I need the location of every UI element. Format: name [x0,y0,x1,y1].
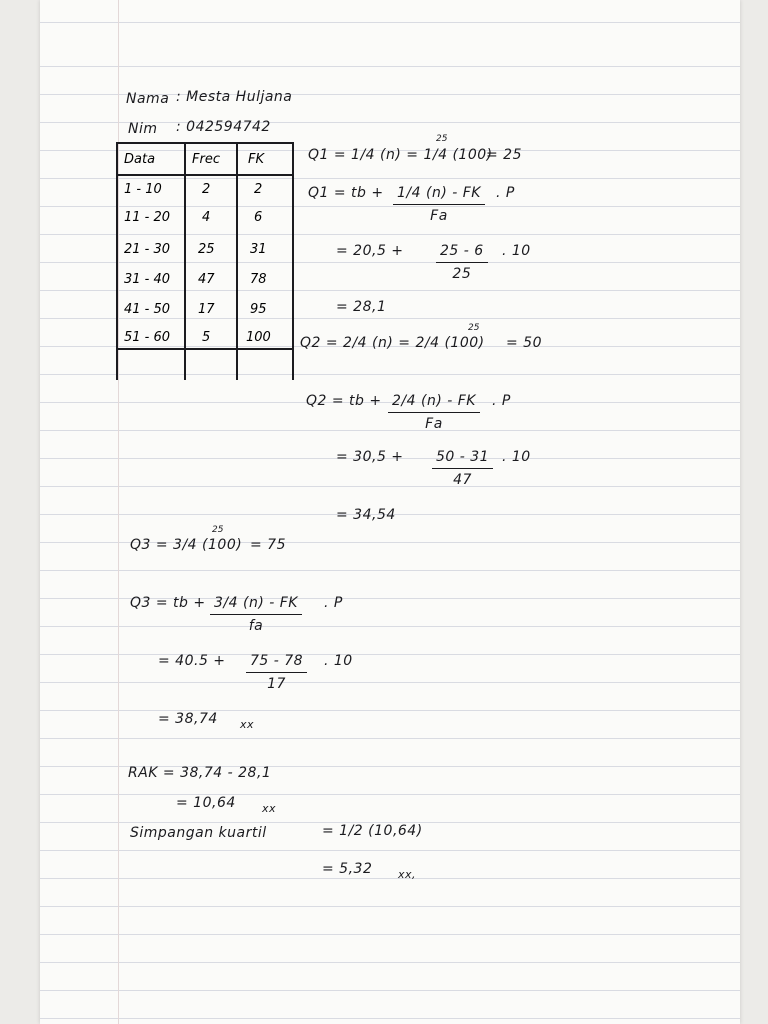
table-cell: 11 - 20 [124,210,171,225]
q3-position-annotation: 25 [212,525,224,535]
table-cell: 31 [250,242,267,257]
table-cell: 51 - 60 [124,330,171,345]
q1-result: = 28,1 [336,299,387,315]
table-header-fk: FK [248,152,265,167]
table-cell: 1 - 10 [124,182,162,197]
q3-position-result: = 75 [250,537,286,553]
table-cell: 31 - 40 [124,272,171,287]
table-cell: 47 [198,272,215,287]
q3-formula-tail: . P [324,595,343,611]
table-cell: 2 [202,182,211,197]
table-cell: 95 [250,302,267,317]
q2-formula-numerator: 2/4 (n) - FK [388,392,480,413]
q3-substitution-fraction [246,652,307,693]
simpangan-result: = 5,32 [322,861,373,877]
q3-substitution-numerator: 75 - 78 [246,652,307,673]
nama-label: Nama [126,91,170,107]
table-cell: 5 [202,330,211,345]
q1-position-annotation: 25 [436,134,448,144]
table-header-data: Data [124,152,156,167]
q2-substitution-tail: . 10 [502,449,531,465]
table-cell: 25 [198,242,215,257]
q2-formula-lead: Q2 = tb + [306,393,382,409]
nim-value: : 042594742 [176,119,271,135]
q2-substitution-lead: = 30,5 + [336,449,404,465]
q2-substitution-fraction [432,448,493,489]
q1-position: Q1 = 1/4 (n) = 1/4 (100) [308,147,493,163]
table-column-divider [184,144,186,380]
q3-formula-numerator: 3/4 (n) - FK [210,594,302,615]
q3-position: Q3 = 3/4 (100) [130,537,243,553]
table-column-divider [236,144,238,380]
q1-formula-numerator: 1/4 (n) - FK [393,184,485,205]
rak-line-1: RAK = 38,74 - 28,1 [128,765,272,781]
q3-result: = 38,74 [158,711,218,727]
frequency-table [116,142,294,380]
table-header-frec: Frec [192,152,220,167]
q2-position: Q2 = 2/4 (n) = 2/4 (100) [300,335,485,351]
nama-value: : Mesta Huljana [176,89,293,105]
q3-formula-denominator: fa [248,618,264,634]
q3-result-mark: xx [240,718,255,731]
q1-formula-denominator: Fa [430,208,448,224]
q2-position-result: = 50 [506,335,542,351]
q2-substitution-denominator: 47 [453,472,472,488]
q1-formula-lead: Q1 = tb + [308,185,384,201]
table-cell: 78 [250,272,267,287]
q2-formula-fraction [388,392,480,433]
q1-substitution-denominator: 25 [452,266,472,282]
q1-substitution-lead: = 20,5 + [336,243,404,259]
table-cell: 21 - 30 [124,242,171,257]
table-cell: 17 [198,302,215,317]
q3-substitution-tail: . 10 [324,653,353,669]
q1-substitution-numerator: 25 - 6 [436,242,488,263]
table-cell: 41 - 50 [124,302,171,317]
q1-position-result: = 25 [486,147,522,163]
q3-substitution-denominator: 17 [267,676,286,692]
table-cell: 6 [254,210,263,225]
q1-formula-fraction [393,184,485,225]
q3-substitution-lead: = 40.5 + [158,653,226,669]
rak-line-2: = 10,64 [176,795,236,811]
q2-position-annotation: 25 [468,323,480,333]
simpangan-result-mark: xx, [398,868,417,881]
nim-label: Nim [128,121,158,137]
table-bottom-divider [118,348,292,350]
table-header-divider [118,174,292,176]
rak-line-2-mark: xx [262,802,277,815]
table-cell: 4 [202,210,211,225]
table-cell: 100 [246,330,271,345]
q3-formula-lead: Q3 = tb + [130,595,206,611]
q2-formula-denominator: Fa [425,416,443,432]
simpangan-expression: = 1/2 (10,64) [322,823,423,839]
q1-formula-tail: . P [496,185,515,201]
q2-substitution-numerator: 50 - 31 [432,448,493,469]
q1-substitution-fraction [436,242,488,283]
simpangan-label: Simpangan kuartil [130,825,267,841]
q1-substitution-tail: . 10 [502,243,531,259]
q3-formula-fraction [210,594,302,635]
q2-formula-tail: . P [492,393,511,409]
table-cell: 2 [254,182,263,197]
q2-result: = 34,54 [336,507,396,523]
